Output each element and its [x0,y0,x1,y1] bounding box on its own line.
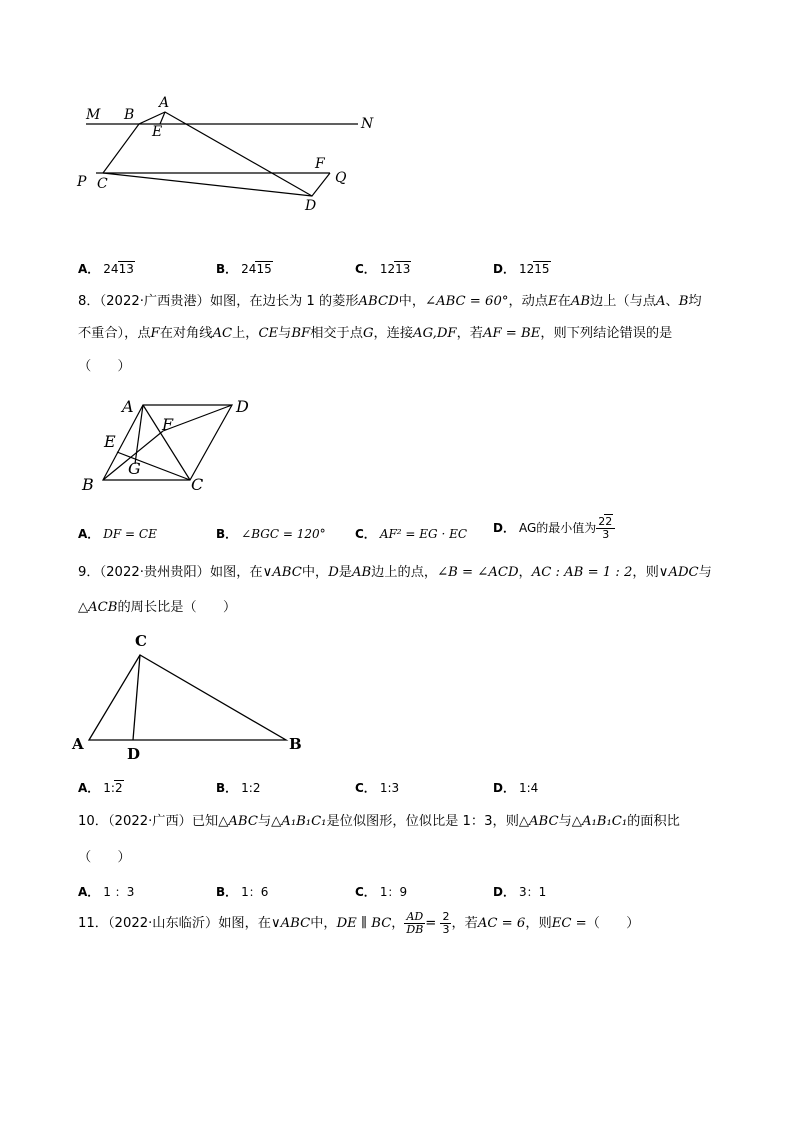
label-B: B [124,107,135,123]
label-A: A [122,397,134,416]
q10-option-a: A． 1 ：3 [78,885,135,899]
label-C: C [97,176,108,192]
q9-option-a: A． 1:2 [78,781,123,795]
label-A: A [159,95,170,111]
label-N: N [361,116,374,132]
label-B: B [289,735,302,753]
label-Q: Q [335,170,347,186]
label-F: F [162,415,174,434]
label-C: C [135,632,147,650]
q7-option-b: B． 2415 [216,262,272,276]
q10-line-1: 10．（2022·广西）已知△ABC与△A₁B₁C₁是位似图形，位似比是 1：3，则△ABC与△A₁B₁C₁的面积比 [78,814,680,829]
label-E: E [152,124,163,140]
q9-option-b: B． 1:2 [216,781,261,795]
label-A: A [72,735,84,753]
label-M: M [86,107,101,123]
q9-line-1: 9．（2022·贵州贵阳）如图，在∨ABC中，D是AB边上的点，∠B = ∠ACD，AC : AB = 1 : 2，则∨ADC与 [78,565,712,580]
label-G: G [128,459,141,478]
figure-q9 [68,628,308,763]
q9-line-2: △ACB的周长比是（ ） [78,600,237,615]
q11-line-1: 11．（2022·山东临沂）如图，在∨ABC中，DE ∥ BC， $\frac{AD}{DB}$ = $\frac{2}{3}$ ，若AC = 6，则EC =（ ） [78,909,640,936]
figure-q8 [75,392,265,497]
label-B: B [82,475,94,494]
q10-option-d: D． 3：1 [493,885,547,899]
q8-option-b: B． ∠BGC = 120° [216,527,326,541]
label-D: D [127,745,141,763]
label-D: D [305,198,317,214]
label-D: D [236,397,249,416]
q10-line-2: （ ） [78,850,131,865]
q7-option-c: C． 1213 [355,262,411,276]
label-C: C [191,475,204,494]
label-P: P [77,174,87,190]
q10-option-c: C． 1：9 [355,885,408,899]
q8-line-2: 不重合），点F在对角线AC上，CE与BF相交于点G，连接AG,DF，若AF = BE，则下列结论错误的是 [78,326,673,341]
q8-line-1: 8．（2022·广西贵港）如图，在边长为 1 的菱形ABCD中，∠ABC = 60°，动点E在AB边上（与点A、B均 [78,294,702,309]
q7-option-a: A． 2413 [78,262,134,276]
label-F: F [315,156,325,172]
q8-option-a: A． DF = CE [78,527,157,541]
q9-option-c: C． 1:3 [355,781,400,795]
q7-option-d: D． 1215 [493,262,550,276]
q8-option-d: D． AG的最小值为 $\frac{22}{3}$ [493,516,615,541]
q8-option-c: C． AF² = EG · EC [355,527,468,541]
q10-option-b: B． 1：6 [216,885,269,899]
figure-q7 [70,92,390,217]
q8-line-3: （ ） [78,359,131,374]
label-E: E [104,432,116,451]
q9-option-d: D． 1:4 [493,781,539,795]
